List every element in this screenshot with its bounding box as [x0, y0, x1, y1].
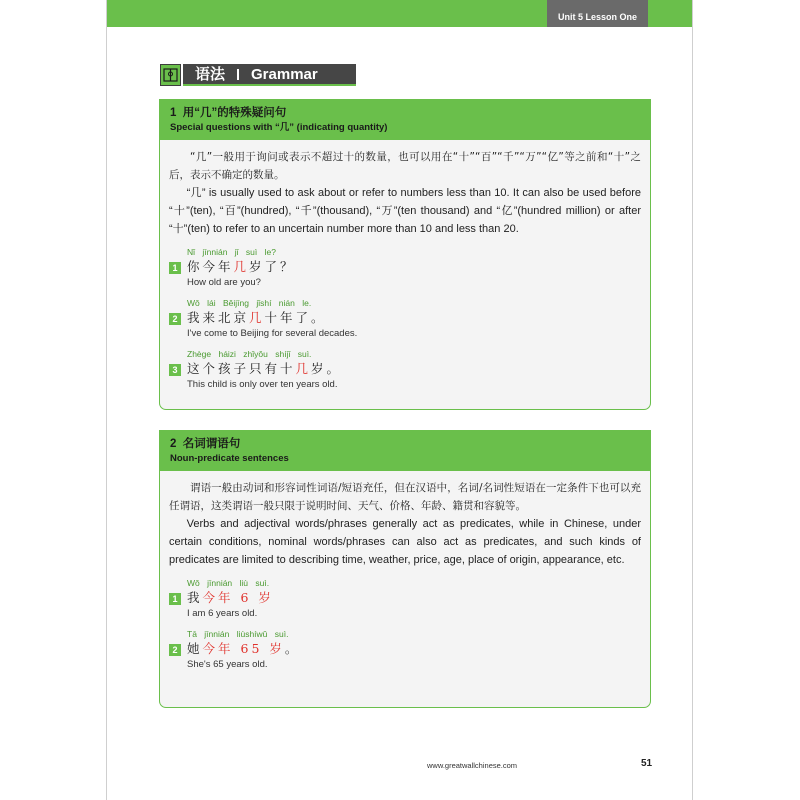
- section-title-en: Special questions with “几” (indicating quantity): [170, 122, 388, 133]
- example-item: [169, 247, 641, 289]
- example-number: 1: [169, 262, 181, 274]
- grammar-section-2: [159, 430, 651, 708]
- unit-lesson-label: Unit 5 Lesson One: [547, 0, 648, 27]
- section-title-cn: 1 用“几”的特殊疑问句: [170, 107, 287, 119]
- title-separator: [237, 69, 239, 80]
- example-pinyin: Wǒ lái Běijīng jǐshí nián le.: [187, 298, 312, 308]
- example-translation: This child is only over ten years old.: [187, 379, 338, 390]
- example-translation: How old are you?: [187, 277, 261, 288]
- top-bar: [107, 0, 692, 27]
- publisher-url: www.greatwallchinese.com: [427, 761, 518, 770]
- section-title-cn: 2 名词谓语句: [170, 438, 241, 450]
- book-icon: [160, 64, 181, 86]
- textbook-page: [106, 0, 693, 800]
- section-header: [160, 431, 650, 471]
- explanation-en: Verbs and adjectival words/phrases generally act as predicates, while in Chinese, under certain conditions, nominal words/phrases can also act as predicates, and such kinds of predicates are limited to describing time, weather, price, age, place of origin, appearance, etc.: [169, 518, 641, 566]
- example-translation: I've come to Beijing for several decades.: [187, 328, 358, 339]
- example-item: [169, 578, 641, 620]
- grammar-title-bar: [183, 64, 356, 86]
- example-hanzi: 我今年 6 岁: [187, 590, 274, 605]
- example-number: 1: [169, 593, 181, 605]
- example-translation: She's 65 years old.: [187, 659, 268, 670]
- explanation-cn: “几”一般用于询问或表示不超过十的数量，也可以用在“十”“百”“千”“万”“亿”等之前和“十”之后，表示不确定的数量。: [169, 151, 641, 181]
- example-pinyin: Nǐ jīnnián jǐ suì le?: [187, 247, 276, 257]
- grammar-title-en: Grammar: [251, 66, 318, 83]
- example-hanzi: 这个孩子只有十几岁。: [187, 361, 343, 376]
- grammar-title-cn: 语法: [195, 66, 226, 83]
- example-translation: I am 6 years old.: [187, 608, 258, 619]
- grammar-section-1: [159, 99, 651, 410]
- example-item: [169, 298, 641, 340]
- section-header: [160, 100, 650, 140]
- explanation-cn: 谓语一般由动词和形容词性词语/短语充任，但在汉语中，名词/名词性短语在一定条件下也可以充任谓语，这类谓语一般只限于说明时间、天气、价格、年龄、籍贯和容貌等。: [169, 482, 641, 512]
- section-title-en: Noun-predicate sentences: [170, 453, 289, 464]
- grammar-heading: [160, 64, 356, 86]
- example-pinyin: Tā jīnnián liùshíwǔ suì.: [187, 629, 289, 639]
- example-number: 2: [169, 644, 181, 656]
- example-pinyin: Zhège háizi zhǐyǒu shíjǐ suì.: [187, 349, 312, 359]
- example-item: [169, 629, 641, 671]
- example-number: 3: [169, 364, 181, 376]
- example-number: 2: [169, 313, 181, 325]
- page-number: 51: [641, 758, 653, 769]
- example-hanzi: 我来北京几十年了。: [187, 310, 327, 325]
- example-item: [169, 349, 641, 391]
- explanation-en: “几” is usually used to ask about or refer to numbers less than 10. It can also be used before “十”(ten), “百”(hundred), “千”(thousand), “万”(ten thousand) and “亿”(hundred million) or after “十”(ten) to refer to an uncertain number more than 10 and less than 20.: [169, 187, 641, 235]
- example-hanzi: 她今年 65 岁。: [187, 641, 301, 656]
- example-hanzi: 你今年几岁了？: [187, 259, 296, 274]
- example-pinyin: Wǒ jīnnián liù suì.: [187, 578, 270, 588]
